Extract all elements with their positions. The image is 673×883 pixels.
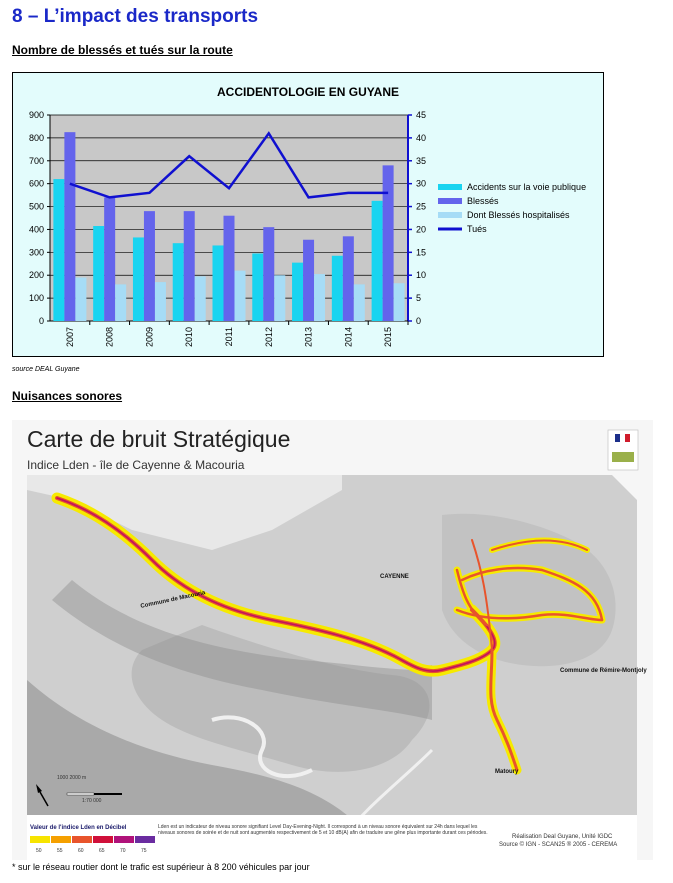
lden-note: Lden est un indicateur de niveau sonore signifiant Level Day-Evening-Night. Il correspond à un niveau sonore équivalent sur 24h dans lequel les niveaux sonores de soirée et de nuit sont augmentés respectivement de 5 et 10 dB(A) afin de traduire une gêne plus importante durant ces périodes. <box>158 824 488 836</box>
y2-tick-label: 10 <box>416 270 427 281</box>
legend-swatch <box>438 184 462 190</box>
noise-map <box>12 420 653 860</box>
bar-dont-bless-s-hospitalis-s <box>394 283 405 321</box>
map-title: Carte de bruit Stratégique <box>27 426 291 452</box>
legend-value: 75 <box>141 848 147 854</box>
legend-swatch <box>30 836 50 843</box>
y2-tick-label: 20 <box>416 224 427 235</box>
y2-tick-label: 0 <box>416 316 422 326</box>
legend-swatch <box>135 836 155 843</box>
bar-dont-bless-s-hospitalis-s <box>75 278 86 321</box>
y-tick-label: 800 <box>28 132 44 143</box>
y2-tick-label: 5 <box>416 293 422 304</box>
y2-tick-label: 15 <box>416 247 427 258</box>
x-tick-label: 2014 <box>343 327 354 348</box>
x-tick-label: 2009 <box>144 327 155 348</box>
y-tick-label: 400 <box>28 224 44 235</box>
x-tick-label: 2015 <box>383 327 394 348</box>
y-tick-label: 600 <box>28 178 44 189</box>
legend-value: 55 <box>57 848 63 854</box>
legend-label: Blessés <box>467 196 499 206</box>
legend-title: Valeur de l'indice Lden en Décibel <box>30 825 127 831</box>
y2-tick-label: 30 <box>416 178 427 189</box>
place-macouria: Commune de Macouria <box>140 590 206 610</box>
bar-accidents-sur-la-voie-publique <box>133 237 144 321</box>
bar-accidents-sur-la-voie-publique <box>173 243 184 321</box>
bar-bless-s <box>263 227 274 321</box>
legend-value: 50 <box>36 848 42 854</box>
bar-accidents-sur-la-voie-publique <box>53 179 64 321</box>
x-tick-label: 2010 <box>184 327 195 348</box>
bar-bless-s <box>144 211 155 321</box>
legend-value: 70 <box>120 848 126 854</box>
bar-dont-bless-s-hospitalis-s <box>155 282 166 321</box>
bar-bless-s <box>224 216 235 321</box>
y-tick-label: 100 <box>28 293 44 304</box>
legend-label: Dont Blessés hospitalisés <box>467 210 570 220</box>
y-tick-label: 300 <box>28 247 44 258</box>
chart-source: source DEAL Guyane <box>12 366 80 373</box>
bar-dont-bless-s-hospitalis-s <box>354 284 365 321</box>
bar-bless-s <box>104 197 115 321</box>
bar-accidents-sur-la-voie-publique <box>213 245 224 321</box>
y-tick-label: 700 <box>28 155 44 166</box>
map-graphic <box>12 420 653 860</box>
place-matoury: Matoury <box>495 769 519 775</box>
bar-accidents-sur-la-voie-publique <box>292 263 303 321</box>
bar-bless-s <box>64 132 75 321</box>
y-tick-label: 0 <box>38 316 44 326</box>
y2-tick-label: 40 <box>416 132 427 143</box>
map-scale-ratio: 1:70 000 <box>82 798 102 804</box>
bar-dont-bless-s-hospitalis-s <box>274 275 285 321</box>
section-title-injuries: Nombre de blessés et tués sur la route <box>12 43 233 57</box>
y-tick-label: 900 <box>28 110 44 120</box>
y2-tick-label: 45 <box>416 110 427 120</box>
map-sources: Source © IGN - SCAN25 ® 2005 - CEREMA <box>499 842 618 848</box>
place-remire: Commune de Rémire-Montjoly <box>560 668 647 674</box>
bar-bless-s <box>383 165 394 321</box>
x-tick-label: 2008 <box>104 327 115 348</box>
bar-dont-bless-s-hospitalis-s <box>115 284 126 321</box>
bar-bless-s <box>303 240 314 321</box>
page-heading: 8 – L’impact des transports <box>12 6 259 27</box>
chart-title: ACCIDENTOLOGIE EN GUYANE <box>216 85 400 99</box>
bar-accidents-sur-la-voie-publique <box>332 256 343 321</box>
bar-accidents-sur-la-voie-publique <box>372 201 383 321</box>
place-cayenne: CAYENNE <box>380 574 409 580</box>
accident-chart <box>12 72 604 357</box>
y-tick-label: 500 <box>28 201 44 212</box>
bar-accidents-sur-la-voie-publique <box>252 253 263 321</box>
map-credits: Réalisation Deal Guyane, Unité IGDC <box>512 834 613 840</box>
y2-tick-label: 35 <box>416 155 427 166</box>
legend-label: Tués <box>467 224 487 234</box>
bar-bless-s <box>343 236 354 321</box>
legend-swatch <box>51 836 71 843</box>
legend-swatch <box>114 836 134 843</box>
legend-value: 60 <box>78 848 84 854</box>
legend-swatch <box>72 836 92 843</box>
footnote: * sur le réseau routier dont le trafic est supérieur à 8 200 véhicules par jour <box>12 862 310 872</box>
x-tick-label: 2007 <box>64 327 75 348</box>
y-tick-label: 200 <box>28 270 44 281</box>
legend-swatch <box>438 198 462 204</box>
x-tick-label: 2012 <box>263 327 274 348</box>
legend-swatch <box>93 836 113 843</box>
x-tick-label: 2013 <box>303 327 314 348</box>
bar-dont-bless-s-hospitalis-s <box>195 276 206 321</box>
chart-plot <box>13 73 603 356</box>
x-tick-label: 2011 <box>224 327 234 347</box>
section-title-noise: Nuisances sonores <box>12 389 123 403</box>
bar-dont-bless-s-hospitalis-s <box>235 271 246 321</box>
bar-dont-bless-s-hospitalis-s <box>314 274 325 321</box>
legend-value: 65 <box>99 848 105 854</box>
map-subtitle: Indice Lden - île de Cayenne & Macouria <box>27 458 245 472</box>
map-scale-text: 1000 2000 m <box>57 775 87 781</box>
legend-label: Accidents sur la voie publique <box>467 182 587 192</box>
legend-swatch <box>438 212 462 218</box>
bar-accidents-sur-la-voie-publique <box>93 226 104 321</box>
y2-tick-label: 25 <box>416 201 427 212</box>
bar-bless-s <box>184 211 195 321</box>
